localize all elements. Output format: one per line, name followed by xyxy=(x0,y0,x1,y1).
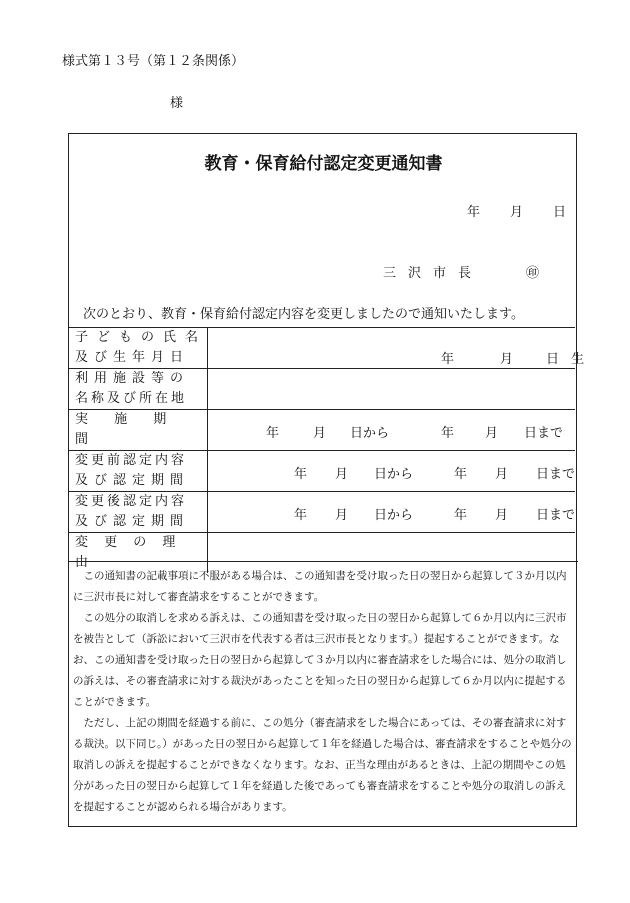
footnote-appeal: この通知書の記載事項に不服がある場合は、この通知書を受け取った日の翌日から起算して３か月以内に三沢市長に対して審査請求をすることができます。 xyxy=(73,570,567,603)
table-row xyxy=(69,328,575,369)
period-day-from: 日から xyxy=(350,426,390,441)
before-year-from: 年 xyxy=(294,467,308,482)
notice-title: 教育・保育給付認定変更通知書 xyxy=(204,154,443,174)
date-year: 年 xyxy=(466,205,480,220)
issue-date xyxy=(437,201,566,220)
before-month-from: 月 xyxy=(335,467,349,482)
child-day: 日 生 xyxy=(546,352,585,367)
after-label-line2: 及び認定期間 xyxy=(75,514,190,529)
before-day-from: 日から xyxy=(374,467,414,482)
facility-label-line1: 利用施設等の xyxy=(75,371,190,386)
after-month-to: 月 xyxy=(495,508,509,523)
child-value xyxy=(208,328,585,369)
period-year-from: 年 xyxy=(266,426,280,441)
after-label-line1: 変更後認定内容 xyxy=(75,494,188,509)
facility-label-line2: 名称及び所在地 xyxy=(75,391,188,406)
after-month-from: 月 xyxy=(335,508,349,523)
issuer: 三沢市長 xyxy=(383,266,484,281)
before-year-to: 年 xyxy=(454,467,468,482)
table-row xyxy=(69,410,575,451)
footnote-limit: ただし、上記の期間を経過する前に、この処分（審査請求をした場合にあっては、その審査請求に対する裁決。以下同じ。）があった日の翌日から起算して１年を経過した場合は、審査請求をすることや処分の取消しの訴えを提起することができなくなります。なお、正当な理由があるときは、上記の期間やこの処分があった日の翌日から起算して１年を経過した後であっても審査請求をすることや処分の取消しの訴えを提起することが認められる場合があります。 xyxy=(73,717,572,813)
reason-label: 変 更 の 理 由 xyxy=(69,533,208,574)
after-label xyxy=(69,492,208,533)
facility-value xyxy=(208,369,576,410)
before-label-line1: 変更前認定内容 xyxy=(75,453,188,468)
child-month: 月 xyxy=(500,352,514,367)
seal-mark: ㊞ xyxy=(526,266,540,281)
period-label: 実 施 期 間 xyxy=(69,410,208,451)
child-label xyxy=(69,328,208,369)
period-month-to: 月 xyxy=(485,426,499,441)
period-value xyxy=(208,410,576,451)
notice-lead: 次のとおり、教育・保育給付認定内容を変更しましたので通知いたします。 xyxy=(83,307,524,322)
after-day-from: 日から xyxy=(374,508,414,523)
before-month-to: 月 xyxy=(495,467,509,482)
before-day-to: 日まで xyxy=(536,467,576,482)
date-day: 日 xyxy=(552,205,566,220)
before-value xyxy=(208,451,576,492)
child-year: 年 xyxy=(441,352,455,367)
before-label xyxy=(69,451,208,492)
after-day-to: 日まで xyxy=(536,508,576,523)
addressee: 様 xyxy=(170,96,184,111)
period-year-to: 年 xyxy=(441,426,455,441)
date-month: 月 xyxy=(509,205,523,220)
period-month-from: 月 xyxy=(313,426,327,441)
fields-table xyxy=(69,327,585,573)
notice-frame xyxy=(68,133,585,827)
table-row xyxy=(69,451,575,492)
child-label-line1: 子どもの氏名 xyxy=(75,330,208,345)
table-row xyxy=(69,369,575,410)
after-year-to: 年 xyxy=(454,508,468,523)
footnote-lawsuit: この処分の取消しを求める訴えは、この通知書を受け取った日の翌日から起算して６か月以内に三沢市を被告として（訴訟において三沢市を代表する者は三沢市長となります。）提起することができます。なお、この通知書を受け取った日の翌日から起算して３か月以内に審査請求をした場合には、処分の取消しの訴えは、その審査請求に対する裁決があったことを知った日の翌日から起算して６か月以内に提起することができます。 xyxy=(73,612,567,708)
before-label-line2: 及び認定期間 xyxy=(75,473,190,488)
form-number: 様式第１３号（第１２条関係） xyxy=(62,54,245,69)
after-year-from: 年 xyxy=(294,508,308,523)
after-value xyxy=(208,492,576,533)
table-row xyxy=(69,492,575,533)
footnotes xyxy=(69,561,578,818)
facility-label xyxy=(69,369,208,410)
period-day-to: 日まで xyxy=(524,426,564,441)
child-label-line2: 及び生年月日 xyxy=(75,350,190,365)
